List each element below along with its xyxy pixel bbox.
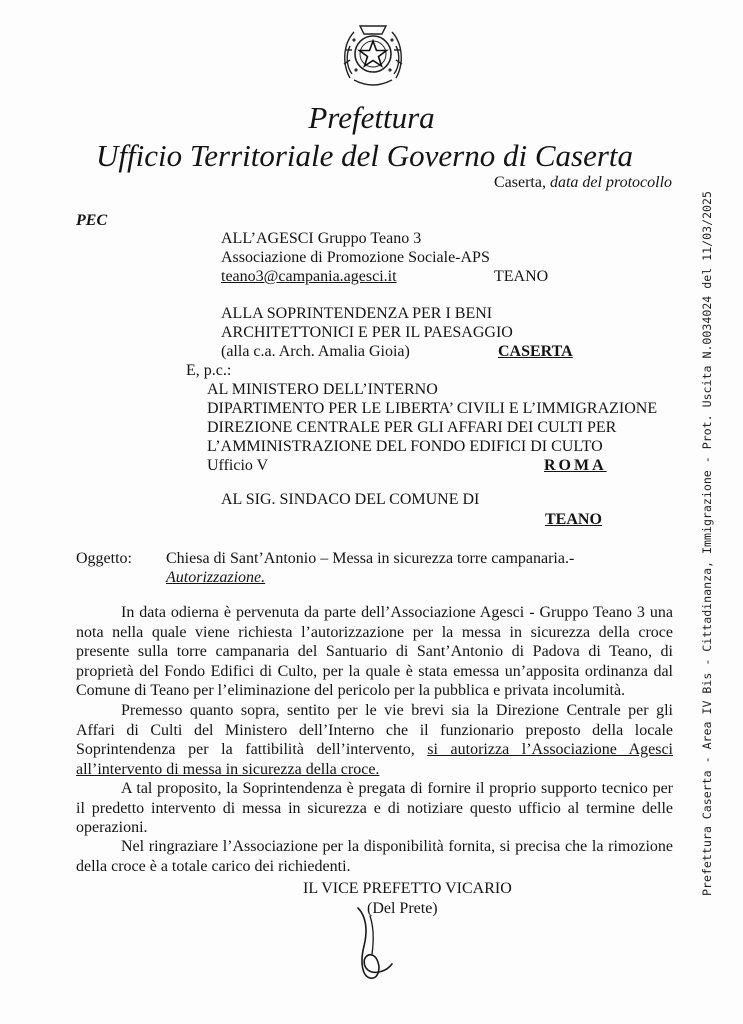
recipient-2-line-2: ARCHITETTONICI E PER IL PAESAGGIO — [221, 324, 513, 341]
signature-name: (Del Prete) — [367, 900, 438, 917]
recipient-2-city: CASERTA — [498, 343, 573, 360]
recipient-2-line-3: (alla c.a. Arch. Amalia Gioia) — [221, 343, 410, 360]
paragraph-2-line: Affari di Culti del Ministero dell’Interno che il funzionario preposto della locale — [76, 721, 673, 739]
handwritten-signature — [352, 906, 412, 986]
protocol-stamp-vertical: Prefettura Caserta - Area IV Bis - Cittadinanza, Immigrazione - Prot. Uscita N.0034024 del 11/03/2025 — [700, 191, 714, 896]
dateline-date: data del protocollo — [549, 174, 673, 191]
italian-emblem-icon — [340, 20, 406, 90]
body-paragraph-4 — [76, 837, 673, 876]
recipient-3-line-1: AL MINISTERO DELL’INTERNO — [207, 381, 438, 398]
paragraph-1-line: nota nella quale viene richiesta l’autorizzazione per la messa in sicurezza della croce — [76, 623, 673, 641]
recipient-2-line-1: ALLA SOPRINTENDENZA PER I BENI — [221, 305, 493, 322]
signature-role: IL VICE PREFETTO VICARIO — [303, 880, 512, 897]
paragraph-2-line — [76, 740, 673, 760]
recipient-1-org: Associazione di Promozione Sociale-APS — [221, 249, 490, 266]
recipient-3-line-2: DIPARTIMENTO PER LE LIBERTA’ CIVILI E L’IMMIGRAZIONE — [207, 400, 658, 417]
dateline-place: Caserta, — [494, 174, 546, 191]
body-paragraph-1 — [76, 603, 673, 701]
paragraph-1-line: In data odierna è pervenuta da parte dell’Associazione Agesci - Gruppo Teano 3 una — [121, 604, 673, 621]
recipient-1-city: TEANO — [494, 268, 549, 285]
office-title: Prefettura — [308, 100, 435, 135]
recipient-3-city: ROMA — [544, 457, 607, 474]
recipient-3-line-5: Ufficio V — [207, 457, 269, 474]
recipient-1-email[interactable]: teano3@campania.agesci.it — [221, 268, 397, 285]
paragraph-3-line: il predetto intervento di messa in sicurezza e di notiziare questo ufficio al termine delle — [76, 799, 673, 817]
paragraph-4-line: Nel ringraziare l’Associazione per la disponibilità fornita, si precisa che la rimozione — [121, 838, 673, 855]
office-subtitle: Ufficio Territoriale del Governo di Caserta — [96, 138, 634, 173]
body-paragraph-2 — [76, 701, 673, 779]
per-conoscenza-label: E, p.c.: — [186, 362, 232, 379]
paragraph-2-line: Premesso quanto sopra, sentito per le vie brevi sia la Direzione Centrale per gli — [121, 702, 673, 719]
paragraph-3-line: A tal proposito, la Soprintendenza è pregata di fornire il proprio supporto tecnico per — [121, 780, 673, 797]
recipient-4-city: TEANO — [545, 511, 602, 528]
paragraph-2-line — [76, 760, 673, 780]
subject-line-1: Chiesa di Sant’Antonio – Messa in sicurezza torre campanaria.- — [166, 550, 575, 567]
recipient-3-line-3: DIREZIONE CENTRALE PER GLI AFFARI DEI CULTI PER — [207, 419, 617, 436]
paragraph-1-line: proprietà del Fondo Edifici di Culto, per la quale è stata emessa un’apposita ordinanza dal — [76, 662, 673, 680]
paragraph-4-line: della croce è a totale carico dei richiedenti. — [76, 857, 351, 875]
pec-label: PEC — [76, 212, 108, 229]
body-paragraph-3 — [76, 779, 673, 838]
authorization-clause: si autorizza l’Associazione Agesci — [427, 741, 673, 758]
authorization-clause-end: all’intervento di messa in sicurezza della croce. — [76, 760, 380, 778]
paragraph-1-line: presente sulla torre campanaria del Santuario di Sant’Antonio di Padova di Teano, di — [76, 643, 673, 660]
paragraph-1-line: Comune di Teano per l’eliminazione del pericolo per la pubblica e privata incolumità. — [76, 682, 626, 699]
paragraph-3-line: operazioni. — [76, 819, 148, 836]
subject-label: Oggetto: — [76, 550, 132, 567]
paragraph-2-line-3a: Soprintendenza per la fattibilità dell’intervento, — [76, 741, 415, 758]
recipient-4-line-1: AL SIG. SINDACO DEL COMUNE DI — [221, 491, 480, 508]
recipient-3-line-4: L’AMMINISTRAZIONE DEL FONDO EDIFICI DI CULTO — [207, 438, 603, 455]
dateline — [494, 174, 672, 192]
recipient-1-name: ALL’AGESCI Gruppo Teano 3 — [221, 230, 422, 247]
subject-line-2: Autorizzazione. — [166, 569, 266, 586]
